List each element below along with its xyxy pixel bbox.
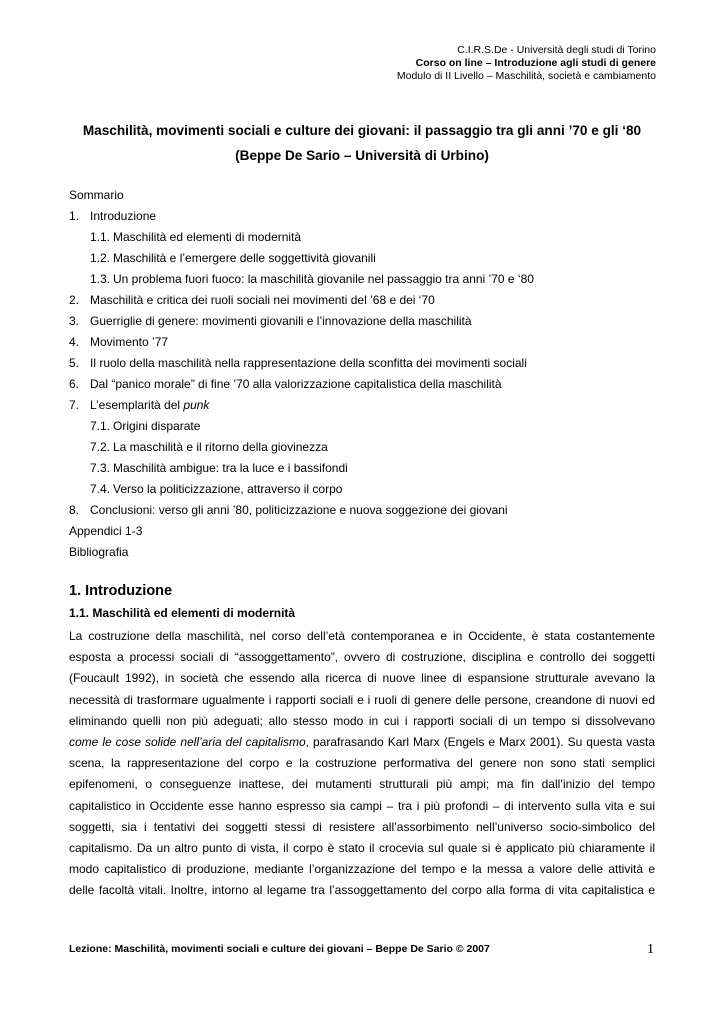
toc-item[interactable]: 7.2. La maschilità e il ritorno della giovinezza <box>90 440 328 454</box>
body-line: necessità di trasformare ugualmente i rapporti sociali e i ruoli di genere delle persone, creandone di nuovi ed <box>69 692 655 707</box>
body-line: capitalistico in Occidente esse hanno espresso sia campi – tra i più profondi – di intervento sulla vita e sui <box>69 798 655 813</box>
body-text <box>69 626 655 901</box>
toc-appendix[interactable]: Appendici 1-3 <box>69 524 143 538</box>
body-line: epifenomeni, o conseguenze inattese, dei mutamenti strutturali più ampi; ma fin dall’inizio del tempo <box>69 777 655 792</box>
body-line: soggetti, sia i tentativi dei soggetti stessi di resistere all’assorbimento nell’universo socio-simbolico del <box>69 819 655 834</box>
body-italic: come le cose solide nell’aria del capitalismo <box>69 734 306 749</box>
section-heading: 1. Introduzione <box>69 583 173 599</box>
toc-item[interactable]: 7.1. Origini disparate <box>90 419 201 433</box>
toc-item[interactable]: 1.3. Un problema fuori fuoco: la maschilità giovanile nel passaggio tra anni ’70 e ‘80 <box>90 272 534 286</box>
body-line: esposta a processi sociali di “assoggettamento”, ovvero di costruzione, disciplina e controllo dei soggetti <box>69 650 655 665</box>
body-line: scena, la rappresentazione del corpo e la costruzione performativa del genere non sono stati semplici <box>69 756 655 771</box>
toc-item[interactable]: 5. Il ruolo della maschilità nella rappresentazione della sconfitta dei movimenti sociali <box>69 356 527 370</box>
toc-item[interactable]: 7.3. Maschilità ambigue: tra la luce e i bassifondi <box>90 461 348 475</box>
toc-item[interactable]: 2. Maschilità e critica dei ruoli sociali nei movimenti del ’68 e dei ‘70 <box>69 293 435 307</box>
document-title: Maschilità, movimenti sociali e culture dei giovani: il passaggio tra gli anni ’70 e gli ‘80 <box>82 123 642 138</box>
toc-item[interactable]: 1.1. Maschilità ed elementi di modernità <box>90 230 302 244</box>
page-footer: Lezione: Maschilità, movimenti sociali e culture dei giovani – Beppe De Sario © 2007 <box>69 943 490 955</box>
toc-heading: Sommario <box>69 188 124 202</box>
header-institution: C.I.R.S.De - Università degli studi di Torino <box>457 44 656 56</box>
toc-item[interactable]: 8. Conclusioni: verso gli anni ’80, politicizzazione e nuova soggezione dei giovani <box>69 503 508 517</box>
body-line: (Foucault 1992), in società che essendo alla ricerca di nuove linee di espansione strutturale avevano la <box>69 671 655 686</box>
document-author: (Beppe De Sario – Università di Urbino) <box>235 148 489 163</box>
subsection-heading: 1.1. Maschilità ed elementi di modernità <box>69 606 296 620</box>
body-line: come le cose solide nell’aria del capitalismo, parafrasando Karl Marx (Engels e Marx 2001). Su questa vasta <box>69 734 655 749</box>
toc-bibliography[interactable]: Bibliografia <box>69 545 129 559</box>
toc-item[interactable]: 6. Dal “panico morale” di fine ’70 alla valorizzazione capitalistica della maschilità <box>69 377 502 391</box>
toc-item[interactable]: 7.4. Verso la politicizzazione, attraverso il corpo <box>90 482 343 496</box>
body-line: delle facoltà vitali. Inoltre, intorno al legame tra l’assoggettamento del corpo alla forma di vita capitalistica e <box>69 883 655 898</box>
toc-item[interactable]: 1.2. Maschilità e l’emergere delle soggettività giovanili <box>90 251 376 265</box>
table-of-contents <box>69 185 669 563</box>
body-line: capitalismo. Da un altro punto di vista, il corpo è stato il crocevia sul quale si è applicato più chiaramente il <box>69 840 655 855</box>
body-line: La costruzione della maschilità, nel corso dell’età contemporanea e in Occidente, è stata costantemente <box>69 629 655 643</box>
header-course: Corso on line – Introduzione agli studi di genere <box>415 57 656 69</box>
toc-item[interactable]: 4. Movimento ’77 <box>69 335 169 349</box>
body-line: modo capitalistico di produzione, mediante l’organizzazione del tempo e la messa a valore delle attività e <box>69 862 655 877</box>
toc-item[interactable]: 3. Guerriglie di genere: movimenti giovanili e l’innovazione della maschilità <box>69 314 472 328</box>
toc-item[interactable]: 7. L’esemplarità del punk <box>69 398 210 412</box>
body-line: eliminando quelli non più adeguati; allo stesso modo in cui i rapporti sociali di un tempo si dissolvevano <box>69 713 655 728</box>
header-module: Modulo di II Livello – Maschilità, società e cambiamento <box>396 70 656 82</box>
toc-item-italic: punk <box>183 398 210 412</box>
toc-item[interactable]: 1. Introduzione <box>69 209 157 223</box>
page-number: 1 <box>647 942 654 957</box>
